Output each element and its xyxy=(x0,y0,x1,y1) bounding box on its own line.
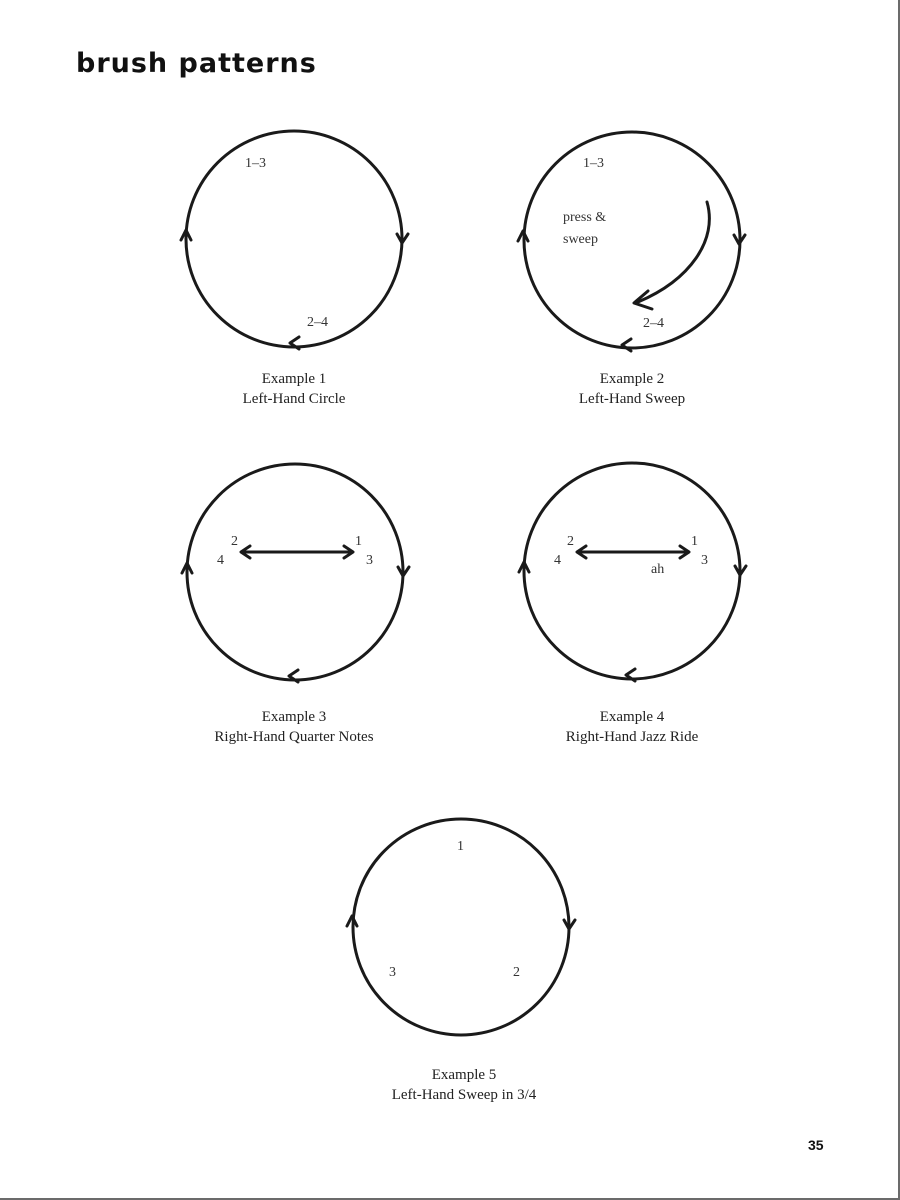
example-1-name: Left-Hand Circle xyxy=(242,391,346,407)
example-1-number: Example 1 xyxy=(261,371,327,387)
example-2-instruction-line1: press & xyxy=(563,210,607,225)
example-1-circle xyxy=(186,131,402,347)
press-sweep-curved-arrow xyxy=(638,202,709,302)
example-3-label-4: 4 xyxy=(217,553,224,568)
example-5-label-2: 2 xyxy=(513,965,520,980)
example-1-label-bottom: 2–4 xyxy=(307,315,328,330)
example-2-number: Example 2 xyxy=(599,371,665,387)
example-3-caption xyxy=(164,707,424,747)
example-5-label-1: 1 xyxy=(457,839,464,854)
example-4-label-2: 2 xyxy=(567,534,574,549)
example-3-circle xyxy=(187,464,403,680)
example-4-circle xyxy=(524,463,740,679)
example-5-caption xyxy=(334,1065,594,1105)
example-4-label-ah: ah xyxy=(651,562,665,577)
example-2-diagram xyxy=(518,132,745,351)
example-5-name: Left-Hand Sweep in 3/4 xyxy=(391,1087,537,1103)
example-2-circle xyxy=(524,132,740,348)
example-4-label-1: 1 xyxy=(691,534,698,549)
page-number: 35 xyxy=(808,1137,824,1153)
example-2-instruction-line2: sweep xyxy=(563,232,598,247)
example-4-diagram xyxy=(519,463,746,681)
example-4-caption xyxy=(502,707,762,747)
page-title: brush patterns xyxy=(76,48,317,79)
example-3-label-2: 2 xyxy=(231,534,238,549)
example-5-label-3: 3 xyxy=(389,965,396,980)
example-2-label-bottom: 2–4 xyxy=(643,316,664,331)
example-4-name: Right-Hand Jazz Ride xyxy=(565,729,699,745)
example-3-number: Example 3 xyxy=(261,709,327,725)
example-5-number: Example 5 xyxy=(431,1067,497,1083)
example-2-arrow-left-icon xyxy=(622,339,631,351)
example-2-caption xyxy=(502,369,762,409)
example-4-label-4: 4 xyxy=(554,553,561,568)
example-3-diagram xyxy=(182,464,409,682)
example-3-name: Right-Hand Quarter Notes xyxy=(214,729,374,745)
example-4-number: Example 4 xyxy=(599,709,665,725)
example-3-label-1: 1 xyxy=(355,534,362,549)
example-4-label-3: 3 xyxy=(701,553,708,568)
example-1-caption xyxy=(164,369,424,409)
example-1-label-top: 1–3 xyxy=(245,156,266,171)
example-2-label-top: 1–3 xyxy=(583,156,604,171)
example-2-name: Left-Hand Sweep xyxy=(578,391,686,407)
example-1-diagram xyxy=(181,131,408,349)
example-3-label-3: 3 xyxy=(366,553,373,568)
